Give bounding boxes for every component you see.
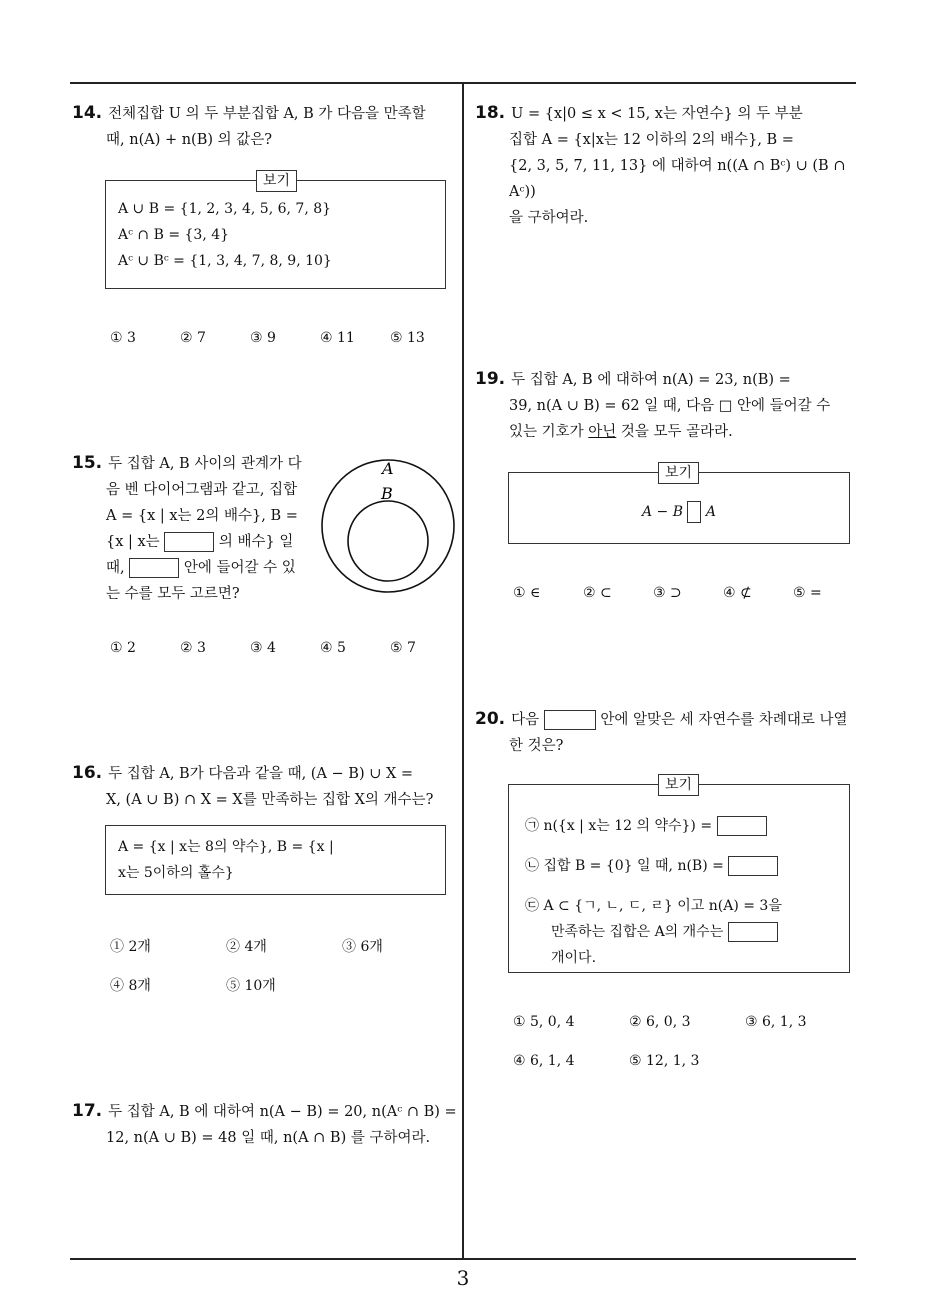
choice[interactable]: ⑤ 7: [390, 640, 416, 656]
question-16: [72, 760, 462, 813]
choice[interactable]: ⑤ 13: [390, 330, 425, 346]
question-number: 20.: [475, 709, 506, 729]
question-text: 것을 모두 골라라.: [616, 424, 733, 440]
statement: 만족하는 집합은 A의 개수는: [551, 924, 724, 940]
question-number: 19.: [475, 369, 506, 389]
answer-choices: [110, 975, 306, 995]
choice[interactable]: ① 5, 0, 4: [513, 1014, 575, 1030]
choice[interactable]: ⑤ =: [793, 585, 822, 601]
choice[interactable]: ③ ⊃: [653, 585, 682, 601]
set-statement: A ∪ B = {1, 2, 3, 4, 5, 6, 7, 8}: [118, 201, 332, 217]
set-b-circle: [348, 501, 428, 581]
choice[interactable]: ③ 9: [250, 330, 276, 346]
choice[interactable]: ① 2개: [110, 939, 151, 955]
choice[interactable]: ② 3: [180, 640, 206, 656]
question-number: 17.: [72, 1101, 103, 1121]
choice[interactable]: ③ 6, 1, 3: [745, 1014, 807, 1030]
choice[interactable]: ⑤ 10개: [226, 978, 276, 994]
set-expression: A − B: [641, 504, 683, 520]
question-text: A = {x | x는 2의 배수}, B =: [106, 508, 298, 524]
question-text: 때,: [106, 560, 125, 576]
question-14: [72, 100, 456, 153]
choice[interactable]: ① 2: [110, 640, 136, 656]
choice[interactable]: ② 7: [180, 330, 206, 346]
page-number: 3: [456, 1266, 470, 1290]
question-text: U = {x|0 ≤ x < 15, x는 자연수} 의 두 부분: [511, 106, 803, 122]
question-text: 안에 들어갈 수 있: [183, 560, 296, 576]
statement: 개이다.: [551, 950, 597, 966]
set-expression: A: [705, 504, 717, 520]
question-18: [475, 100, 865, 231]
statement: ㉠ n({x | x는 12 의 약수}) =: [525, 818, 713, 834]
choice[interactable]: ④ 8개: [110, 978, 151, 994]
column-divider: [462, 82, 464, 1259]
question-text: 다음: [511, 712, 540, 728]
question-text: {x | x는: [106, 534, 160, 550]
set-b-label: B: [381, 484, 393, 503]
choice[interactable]: ② ⊂: [583, 585, 612, 601]
question-number: 14.: [72, 103, 103, 123]
example-box: [508, 784, 850, 973]
box-label: 보기: [658, 774, 699, 796]
set-a-circle: [322, 460, 454, 592]
question-number: 18.: [475, 103, 506, 123]
answer-choices: [110, 330, 450, 346]
answer-choices: [513, 585, 853, 601]
choice[interactable]: ④ 11: [320, 330, 355, 346]
question-text: 12, n(A ∪ B) = 48 일 때, n(A ∩ B) 를 구하여라.: [106, 1130, 431, 1146]
answer-blank: [544, 710, 596, 730]
answer-choices: [513, 1053, 729, 1069]
question-text: X, (A ∪ B) ∩ X = X를 만족하는 집합 X의 개수는?: [106, 792, 434, 808]
answer-blank: [164, 532, 214, 552]
question-15: [72, 450, 312, 607]
question-text: 있는 기호가: [509, 424, 589, 440]
question-text: 때, n(A) + n(B) 의 값은?: [106, 132, 273, 148]
set-a-label: A: [382, 459, 394, 478]
question-text: 한 것은?: [509, 738, 564, 754]
question-text: 집합 A = {x|x는 12 이하의 2의 배수}, B =: [509, 132, 794, 148]
statement: ㉢ A ⊂ {ㄱ, ㄴ, ㄷ, ㄹ} 이고 n(A) = 3을: [525, 898, 782, 914]
question-text: 두 집합 A, B 에 대하여 n(A − B) = 20, n(Aᶜ ∩ B) =: [108, 1104, 457, 1120]
statement: ㉡ 집합 B = {0} 일 때, n(B) =: [525, 858, 724, 874]
answer-blank: [129, 558, 179, 578]
example-box: [105, 180, 446, 289]
question-19: [475, 366, 865, 445]
question-number: 15.: [72, 453, 103, 473]
question-text: 39, n(A ∪ B) = 62 일 때, 다음 □ 안에 들어갈 수: [509, 398, 831, 414]
set-statement: Aᶜ ∩ B = {3, 4}: [118, 227, 230, 243]
symbol-blank: [687, 501, 701, 523]
question-text: 을 구하여라.: [509, 210, 589, 226]
question-text: 의 배수} 일: [218, 534, 294, 550]
question-text: 전체집합 U 의 두 부분집합 A, B 가 다음을 만족할: [108, 106, 426, 122]
answer-choices: [110, 640, 450, 656]
question-text: 두 집합 A, B 에 대하여 n(A) = 23, n(B) =: [511, 372, 791, 388]
question-text: {2, 3, 5, 7, 11, 13} 에 대하여 n((A ∩ Bᶜ) ∪ (B ∩ Aᶜ)): [509, 158, 846, 200]
choice[interactable]: ② 6, 0, 3: [629, 1014, 691, 1030]
set-statement: Aᶜ ∪ Bᶜ = {1, 3, 4, 7, 8, 9, 10}: [118, 253, 332, 269]
choice[interactable]: ⑤ 12, 1, 3: [629, 1053, 700, 1069]
question-number: 16.: [72, 763, 103, 783]
question-17: [72, 1098, 462, 1151]
choice[interactable]: ④ ⊄: [723, 585, 752, 601]
choice[interactable]: ② 4개: [226, 939, 267, 955]
answer-choices: [110, 936, 422, 956]
answer-blank: [717, 816, 767, 836]
condition-box: [105, 825, 446, 895]
choice[interactable]: ① ∈: [513, 585, 541, 601]
box-label: 보기: [256, 170, 297, 192]
box-label: 보기: [658, 462, 699, 484]
answer-choices: [513, 1014, 835, 1030]
question-text: 두 집합 A, B가 다음과 같을 때, (A − B) ∪ X =: [108, 766, 414, 782]
question-text: 두 집합 A, B 사이의 관계가 다: [108, 456, 302, 472]
choice[interactable]: ③ 4: [250, 640, 276, 656]
question-20: [475, 706, 865, 759]
answer-blank: [728, 856, 778, 876]
question-text: 는 수를 모두 고르면?: [106, 586, 240, 602]
question-text: 안에 알맞은 세 자연수를 차례대로 나열: [600, 712, 848, 728]
set-definition: A = {x | x는 8의 약수}, B = {x |: [118, 839, 334, 855]
choice[interactable]: ④ 5: [320, 640, 346, 656]
venn-diagram: [318, 456, 458, 596]
choice[interactable]: ④ 6, 1, 4: [513, 1053, 575, 1069]
set-definition: x는 5이하의 홀수}: [118, 865, 234, 881]
emphasis-text: 아닌: [588, 424, 617, 440]
question-text: 음 벤 다이어그램과 같고, 집합: [106, 482, 298, 498]
bottom-rule: [70, 1258, 856, 1260]
answer-blank: [728, 922, 778, 942]
choice[interactable]: ① 3: [110, 330, 136, 346]
choice[interactable]: ③ 6개: [342, 939, 383, 955]
